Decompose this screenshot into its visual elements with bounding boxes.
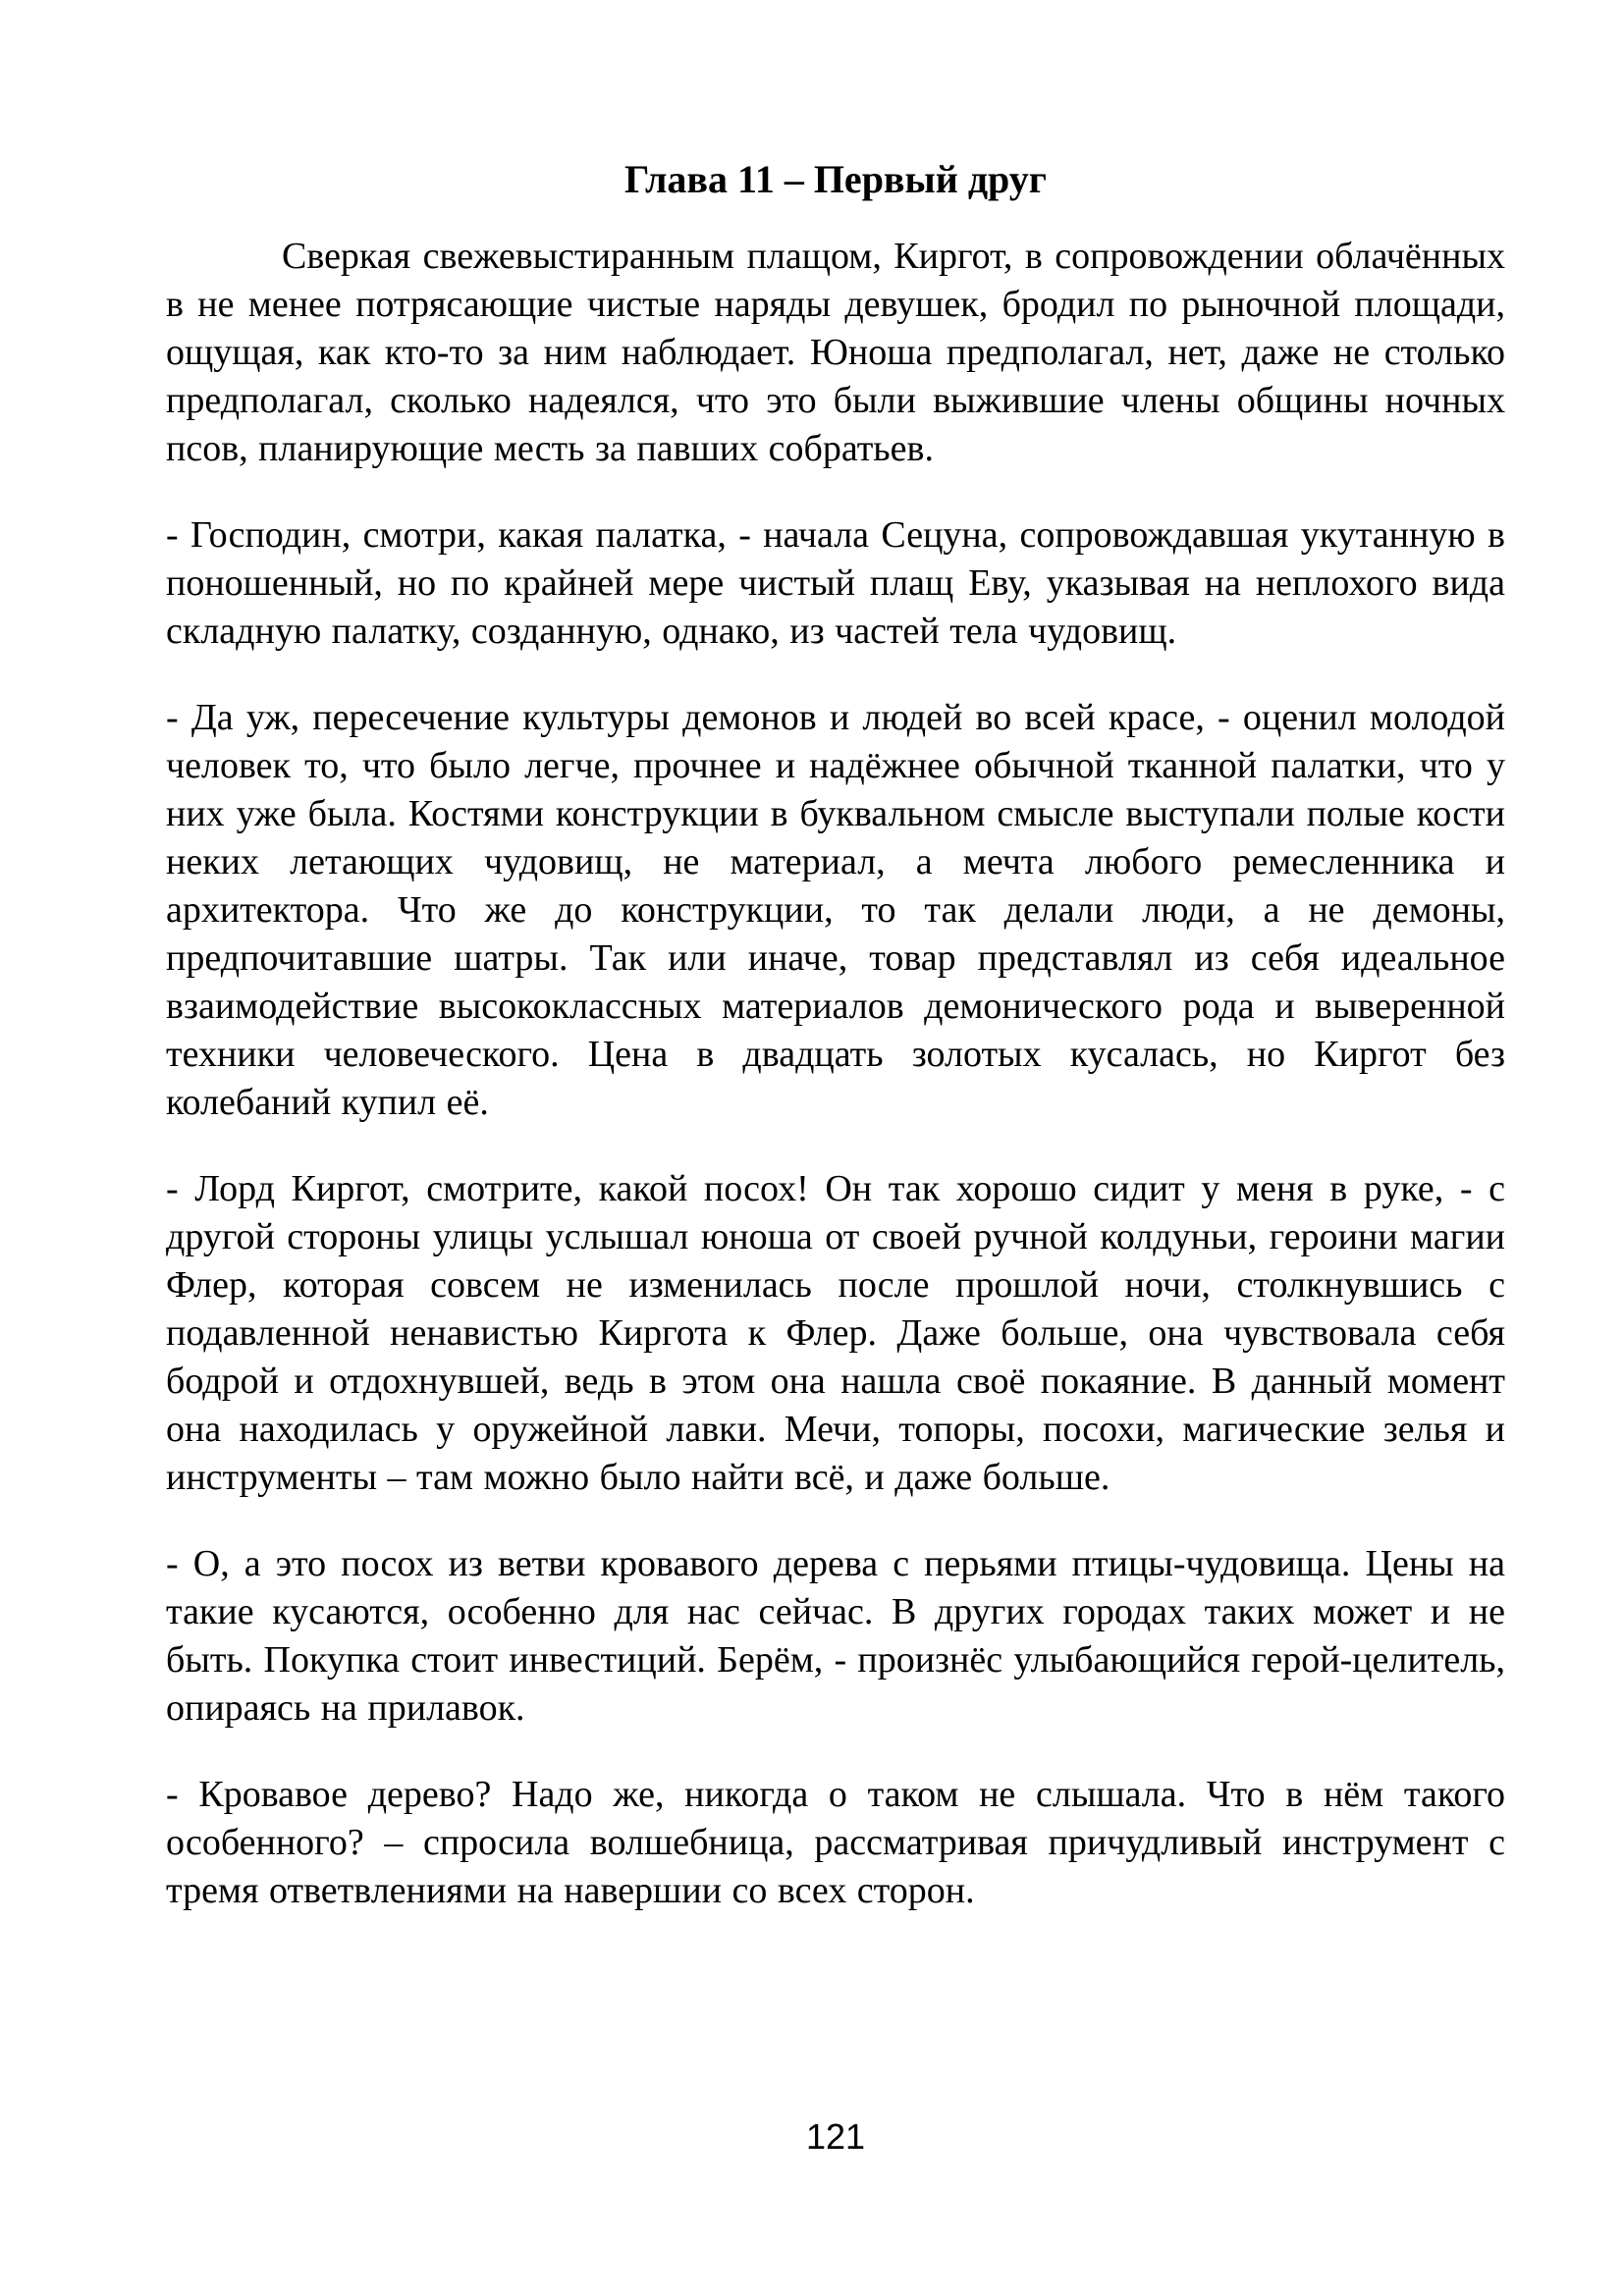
chapter-body: [166, 233, 1505, 1915]
paragraph: - Кровавое дерево? Надо же, никогда о таком не слышала. Что в нём такого особенного? – спросила волшебница, рассматривая причудливый инструмент с тремя ответвлениями на навершии со всех сторон.: [166, 1774, 1505, 1911]
document-page: [166, 155, 1505, 1953]
paragraph: - Лорд Киргот, смотрите, какой посох! Он так хорошо сидит у меня в руке, - с другой стороны улицы услышал юноша от своей ручной колдуньи, героини магии Флер, которая совсем не изменилась после прошлой ночи, столкнувшись с подавленной ненавистью Киргота к Флер. Даже больше, она чувствовала себя бодрой и отдохнувшей, ведь в этом она нашла своё покаяние. В данный момент она находилась у оружейной лавки. Мечи, топоры, посохи, магические зелья и инструменты – там можно было найти всё, и даже больше.: [166, 1168, 1505, 1498]
paragraph: - Господин, смотри, какая палатка, - начала Сецуна, сопровождавшая укутанную в поношенный, но по крайней мере чистый плащ Еву, указывая на неплохого вида складную палатку, созданную, однако, из частей тела чудовищ.: [166, 514, 1505, 652]
paragraph: - О, а это посох из ветви кровавого дерева с перьями птицы-чудовища. Цены на такие кусаются, особенно для нас сейчас. В других городах таких может и не быть. Покупка стоит инвестиций. Берём, - произнёс улыбающийся герой-целитель, опираясь на прилавок.: [166, 1543, 1505, 1729]
chapter-title: Глава 11 – Первый друг: [624, 157, 1047, 201]
paragraph: - Да уж, пересечение культуры демонов и людей во всей красе, - оценил молодой человек то, что было легче, прочнее и надёжнее обычной тканной палатки, что у них уже была. Костями конструкции в буквальном смысле выступали полые кости неких летающих чудовищ, не материал, а мечта любого ремесленника и архитектора. Что же до конструкции, то так делали люди, а не демоны, предпочитавшие шатры. Так или иначе, товар представлял из себя идеальное взаимодействие высококлассных материалов демонического рода и выверенной техники человеческого. Цена в двадцать золотых кусалась, но Киргот без колебаний купил её.: [166, 697, 1505, 1123]
page-number: 121: [805, 2116, 866, 2157]
paragraph: Сверкая свежевыстиранным плащом, Киргот, в сопровождении облачённых в не менее потрясающие чистые наряды девушек, бродил по рыночной площади, ощущая, как кто-то за ним наблюдает. Юноша предполагал, нет, даже не столько предполагал, сколько надеялся, что это были выжившие члены общины ночных псов, планирующие месть за павших собратьев.: [166, 236, 1505, 469]
